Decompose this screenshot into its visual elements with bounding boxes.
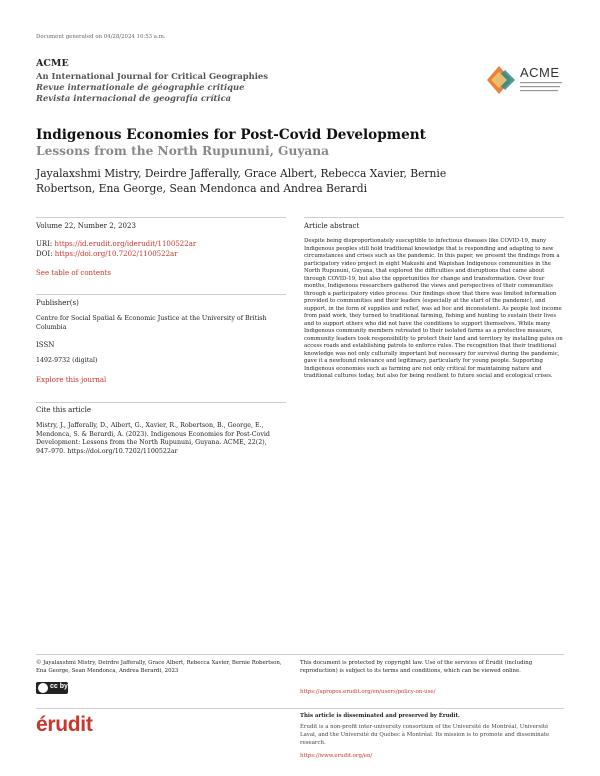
cc-by-license-badge[interactable] (36, 682, 68, 694)
journal-subtitles (36, 71, 268, 104)
uri-label: URI: (36, 240, 55, 248)
article-authors (36, 166, 576, 196)
explore-journal-link[interactable]: Explore this journal (36, 376, 107, 384)
rights-policy-link[interactable]: https://apropos.erudit.org/en/users/policy-on-use/ (300, 689, 436, 695)
acme-logo (485, 58, 567, 102)
copyright-notice: © Jayalaxshmi Mistry, Deirdre Jafferally, Grace Albert, Rebecca Xavier, Bernie Robertson, Ena George, Sean Mendonca, Andrea Berardi, 2023 (36, 660, 282, 674)
uri-row (36, 240, 196, 249)
article-title: Indigenous Economies for Post-Covid Development (36, 127, 426, 143)
issn-heading: ISSN (36, 341, 55, 349)
erudit-logo: érudit (36, 713, 93, 736)
volume-info: Volume 22, Number 2, 2023 (36, 222, 136, 230)
article-subtitle: Lessons from the North Rupununi, Guyana (36, 144, 330, 158)
license-badge-label: cc by (50, 683, 68, 690)
journal-subtitle-en: An International Journal for Critical Geographies (36, 71, 268, 81)
generated-date: Document generated on 04/28/2024 10:53 a.m. (36, 34, 166, 40)
publisher-value: Centre for Social Spatial & Economic Justice at the University of British Columbia (36, 315, 267, 331)
journal-subtitle-es: Revista internacional de geografía crítica (36, 93, 232, 103)
erudit-website-link[interactable]: https://www.erudit.org/en/ (300, 753, 373, 759)
authors-line-1: Jayalaxshmi Mistry, Deirdre Jafferally, Grace Albert, Rebecca Xavier, Bernie (36, 167, 447, 180)
citation-text: Mistry, J., Jafferally, D., Albert, G., Xavier, R., Robertson, B., George, E., Mendonca, S. & Berardi, A. (2023). Indigenous Economies for Post-Covid Development: Lessons from the North Rupununi, Guyana. ACME, 22(2), 947–970. https://doi.org/10.7202/1100522ar (36, 422, 270, 455)
doi-link[interactable]: https://doi.org/10.7202/1100522ar (54, 250, 178, 258)
doi-row (36, 250, 178, 259)
table-of-contents-link[interactable]: See table of contents (36, 269, 111, 277)
rights-text: This document is protected by copyright law. Use of the services of Érudit (including reproduction) is subject to its terms and conditions, which can be viewed online. (300, 660, 533, 674)
uri-link[interactable]: https://id.erudit.org/iderudit/1100522ar (54, 240, 197, 248)
doi-label: DOI: (36, 250, 55, 258)
cc-icon (38, 683, 48, 693)
journal-subtitle-fr: Revue internationale de géographie critique (36, 82, 245, 92)
dissemination-heading: This article is disseminated and preserved by Érudit. (300, 713, 460, 719)
abstract-heading: Article abstract (304, 222, 360, 230)
acme-logo-text: ACME (520, 65, 560, 80)
authors-line-2: Robertson, Ena George, Sean Mendonca and Andrea Berardi (36, 182, 367, 195)
abstract-text: Despite being disproportionately susceptible to infectious diseases like COVID-19, many Indigenous peoples still hold traditional knowledge that is responding and adapting to new circumstances and crises such as the pandemic. In this paper, we present the findings from a participatory video project in eight Makushi and Wapishan Indigenous communities in the North Rupununi, Guyana, that explored the difficulties and disruptions that came about through COVID-19, but also the opportunities for change and transformation. Over four months, Indigenous researchers gathered the views and perspectives of their communities through a participatory video process. Our findings show that there was limited information provided to communities and their leaders (especially at the start of the pandemic), and support, in the form of supplies and relief, was ad hoc and inconsistent. As people lost income from paid work, they turned to traditional farming, fishing and hunting to sustain their lives and to support others who did not have the conditions to support themselves. While many Indigenous community members retreated to their isolated farms as a protective measure, community leaders took responsibility to protect their land and territory by installing gates on access roads and establishing patrols to enforce rules. The recognition that their traditional knowledge was not only culturally important but necessary for survival during the pandemic, gave it a newfound relevance and legitimacy, particularly for young people. Supporting Indigenous economies such as farming are not only critical for maintaining nature and traditional cultures today, but also for being resilient to future social and ecological crises. (304, 238, 563, 379)
issn-value: 1492-9732 (digital) (36, 357, 98, 364)
publisher-heading: Publisher(s) (36, 299, 79, 307)
journal-name: ACME (36, 58, 69, 69)
erudit-description: Érudit is a non-profit inter-university consortium of the Université de Montréal, Université Laval, and the Université du Québec à Montréal. Its mission is to promote and disseminate research. (300, 724, 550, 746)
cite-heading: Cite this article (36, 406, 92, 414)
